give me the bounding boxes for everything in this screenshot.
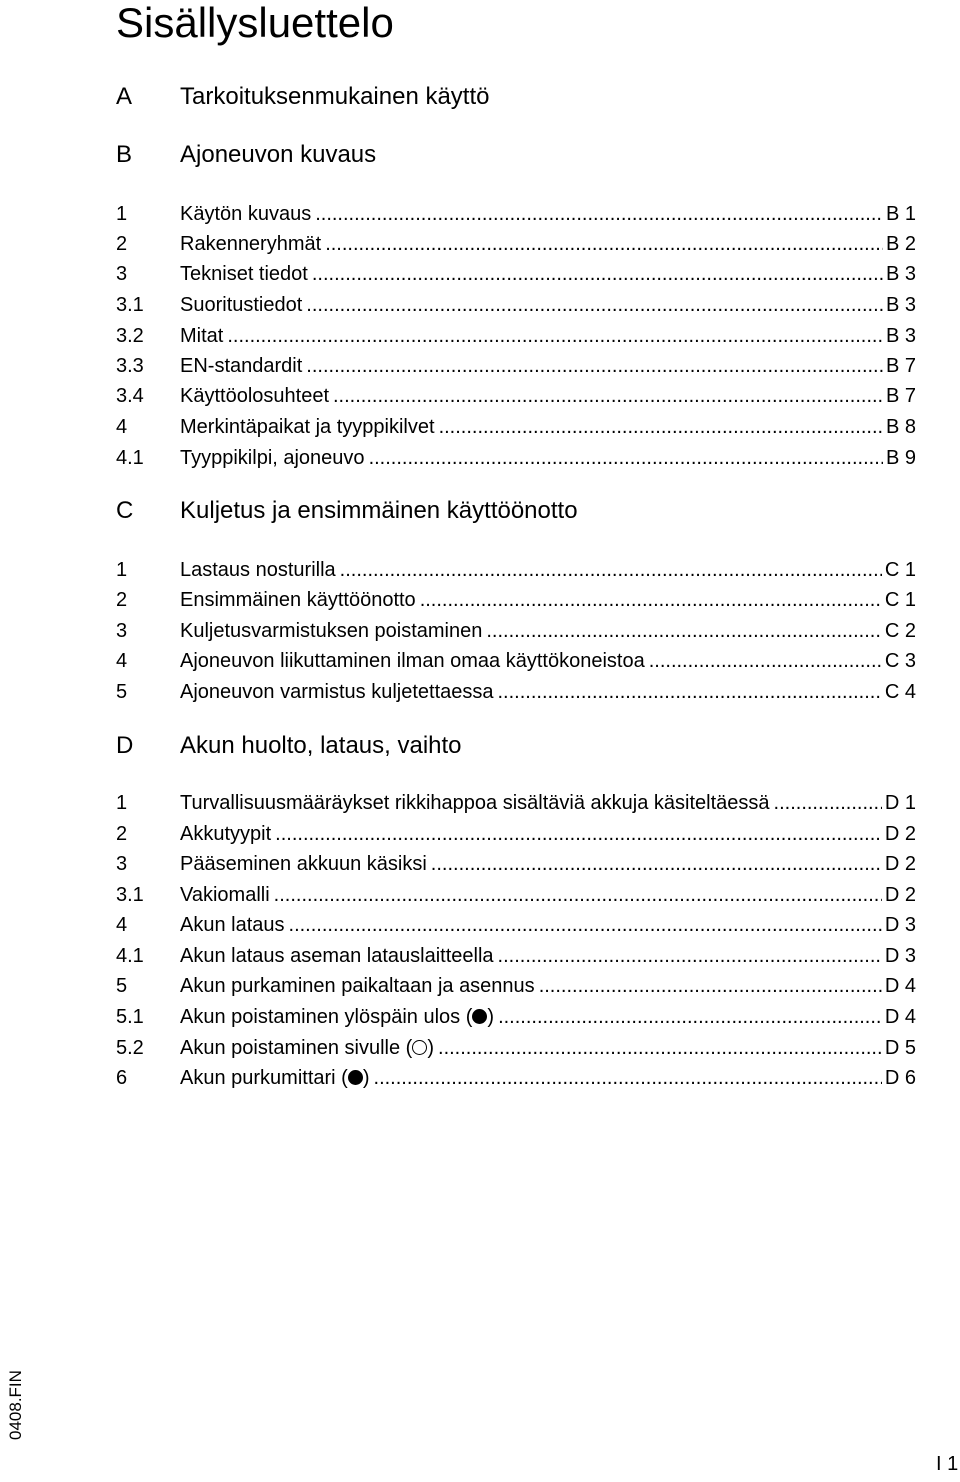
entry-number: 3 bbox=[116, 263, 128, 285]
toc-entry[interactable] bbox=[116, 1063, 916, 1093]
leader-dots bbox=[486, 616, 882, 646]
leader-dots bbox=[498, 1002, 882, 1032]
entry-title: Akun lataus aseman latauslaitteella bbox=[180, 945, 494, 967]
leader-dots bbox=[369, 443, 883, 473]
leader-dots bbox=[275, 819, 882, 849]
entry-number: 5.2 bbox=[116, 1037, 144, 1059]
toc-entry[interactable] bbox=[116, 259, 916, 289]
entry-page: D 2 bbox=[884, 823, 916, 845]
leader-dots bbox=[306, 290, 883, 320]
open-circle-icon bbox=[412, 1040, 427, 1055]
leader-dots bbox=[438, 1033, 882, 1063]
leader-dots bbox=[498, 941, 882, 971]
section-heading-b[interactable] bbox=[116, 138, 916, 172]
entry-number: 5.1 bbox=[116, 1006, 144, 1028]
page-number: I 1 bbox=[936, 1453, 959, 1475]
leader-dots bbox=[227, 321, 883, 351]
toc-entry[interactable] bbox=[116, 646, 916, 676]
document-code: 0408.FIN bbox=[6, 1370, 25, 1440]
toc-entry[interactable] bbox=[116, 229, 916, 259]
leader-dots bbox=[325, 229, 883, 259]
entry-page: B 3 bbox=[885, 325, 916, 347]
leader-dots bbox=[374, 1063, 882, 1093]
filled-circle-icon bbox=[472, 1009, 487, 1024]
entry-title bbox=[180, 1063, 374, 1093]
entry-page: C 4 bbox=[884, 681, 916, 703]
toc-entry[interactable] bbox=[116, 351, 916, 381]
entry-number: 3.1 bbox=[116, 884, 144, 906]
entry-number: 5 bbox=[116, 681, 128, 703]
entry-title: Käytön kuvaus bbox=[180, 203, 312, 225]
entry-number: 2 bbox=[116, 589, 128, 611]
entry-number: 4 bbox=[116, 416, 128, 438]
toc-entry[interactable] bbox=[116, 199, 916, 229]
entry-number: 5 bbox=[116, 975, 128, 997]
entry-title: Käyttöolosuhteet bbox=[180, 385, 329, 407]
entry-number: 3.1 bbox=[116, 294, 144, 316]
entry-title: Rakenneryhmät bbox=[180, 233, 322, 255]
toc-entry[interactable] bbox=[116, 941, 916, 971]
toc-entry[interactable] bbox=[116, 849, 916, 879]
entry-title-text: Akun purkumittari ( bbox=[180, 1067, 348, 1089]
entry-page: D 4 bbox=[884, 1006, 916, 1028]
entry-title-suffix: ) bbox=[487, 1006, 495, 1028]
toc-entry[interactable] bbox=[116, 321, 916, 351]
leader-dots bbox=[649, 646, 882, 676]
entry-page: D 3 bbox=[884, 914, 916, 936]
entry-page: B 2 bbox=[885, 233, 916, 255]
entry-title-suffix: ) bbox=[362, 1067, 370, 1089]
entry-page: D 1 bbox=[884, 792, 916, 814]
section-letter: A bbox=[116, 83, 133, 110]
entry-number: 3 bbox=[116, 853, 128, 875]
entry-title: Ajoneuvon liikuttaminen ilman omaa käyttökoneistoa bbox=[180, 650, 645, 672]
toc-entry[interactable] bbox=[116, 412, 916, 442]
entry-page: B 7 bbox=[885, 385, 916, 407]
entry-title: Akun lataus bbox=[180, 914, 285, 936]
entry-number: 1 bbox=[116, 203, 128, 225]
toc-entry[interactable] bbox=[116, 880, 916, 910]
entry-title: Akun purkaminen paikaltaan ja asennus bbox=[180, 975, 535, 997]
entry-page: D 4 bbox=[884, 975, 916, 997]
section-title: Akun huolto, lataus, vaihto bbox=[180, 732, 462, 759]
entry-page: B 8 bbox=[885, 416, 916, 438]
toc-entry[interactable] bbox=[116, 1033, 916, 1063]
entry-number: 2 bbox=[116, 233, 128, 255]
entry-page: B 9 bbox=[885, 447, 916, 469]
entry-number: 1 bbox=[116, 792, 128, 814]
toc-entry[interactable] bbox=[116, 971, 916, 1001]
toc-entry[interactable] bbox=[116, 819, 916, 849]
section-heading-d[interactable] bbox=[116, 729, 916, 763]
entry-title: Akkutyypit bbox=[180, 823, 272, 845]
entry-title: Vakiomalli bbox=[180, 884, 270, 906]
entry-title: Mitat bbox=[180, 325, 224, 347]
entry-title: Tyyppikilpi, ajoneuvo bbox=[180, 447, 365, 469]
entry-number: 6 bbox=[116, 1067, 128, 1089]
section-title: Ajoneuvon kuvaus bbox=[180, 141, 377, 168]
entry-page: D 5 bbox=[884, 1037, 916, 1059]
entry-title: EN-standardit bbox=[180, 355, 303, 377]
entry-title: Ajoneuvon varmistus kuljetettaessa bbox=[180, 681, 494, 703]
section-title: Kuljetus ja ensimmäinen käyttöönotto bbox=[180, 497, 578, 524]
entry-page: B 3 bbox=[885, 294, 916, 316]
entry-page: D 2 bbox=[884, 853, 916, 875]
leader-dots bbox=[312, 259, 883, 289]
entry-page: B 3 bbox=[885, 263, 916, 285]
leader-dots bbox=[340, 555, 882, 585]
leader-dots bbox=[539, 971, 882, 1001]
leader-dots bbox=[289, 910, 882, 940]
entry-title: Turvallisuusmääräykset rikkihappoa sisältäviä akkuja käsiteltäessä bbox=[180, 792, 770, 814]
leader-dots bbox=[439, 412, 883, 442]
leader-dots bbox=[498, 677, 882, 707]
entry-page: C 2 bbox=[884, 620, 916, 642]
entry-page: B 7 bbox=[885, 355, 916, 377]
entry-number: 4.1 bbox=[116, 447, 144, 469]
section-title: Tarkoituksenmukainen käyttö bbox=[180, 83, 490, 110]
entry-page: D 6 bbox=[884, 1067, 916, 1089]
entry-number: 4 bbox=[116, 914, 128, 936]
toc-entry[interactable] bbox=[116, 677, 916, 707]
entry-number: 4.1 bbox=[116, 945, 144, 967]
entry-title: Lastaus nosturilla bbox=[180, 559, 336, 581]
leader-dots bbox=[306, 351, 883, 381]
entry-title: Merkintäpaikat ja tyyppikilvet bbox=[180, 416, 435, 438]
toc-entry[interactable] bbox=[116, 910, 916, 940]
section-letter: C bbox=[116, 497, 134, 524]
entry-page: C 3 bbox=[884, 650, 916, 672]
leader-dots bbox=[420, 585, 882, 615]
section-heading-a[interactable] bbox=[116, 80, 916, 114]
toc-entry[interactable] bbox=[116, 555, 916, 585]
entry-title: Pääseminen akkuun käsiksi bbox=[180, 853, 427, 875]
page-title: Sisällysluettelo bbox=[116, 0, 394, 46]
leader-dots bbox=[315, 199, 883, 229]
toc-entry[interactable] bbox=[116, 1002, 916, 1032]
entry-number: 2 bbox=[116, 823, 128, 845]
entry-number: 3.4 bbox=[116, 385, 144, 407]
entry-page: D 3 bbox=[884, 945, 916, 967]
toc-entry[interactable] bbox=[116, 290, 916, 320]
entry-page: C 1 bbox=[884, 589, 916, 611]
entry-number: 3.2 bbox=[116, 325, 144, 347]
section-letter: D bbox=[116, 732, 134, 759]
entry-number: 3.3 bbox=[116, 355, 144, 377]
toc-entry[interactable] bbox=[116, 788, 916, 818]
entry-number: 3 bbox=[116, 620, 128, 642]
entry-title bbox=[180, 1002, 498, 1032]
leader-dots bbox=[431, 849, 882, 879]
filled-circle-icon bbox=[348, 1070, 363, 1085]
entry-number: 1 bbox=[116, 559, 128, 581]
entry-page: B 1 bbox=[885, 203, 916, 225]
entry-title-text: Akun poistaminen sivulle ( bbox=[180, 1037, 413, 1059]
toc-entry[interactable] bbox=[116, 616, 916, 646]
entry-title: Tekniset tiedot bbox=[180, 263, 308, 285]
entry-title bbox=[180, 1033, 438, 1063]
toc-entry[interactable] bbox=[116, 585, 916, 615]
section-heading-c[interactable] bbox=[116, 494, 916, 528]
entry-number: 4 bbox=[116, 650, 128, 672]
toc-entry[interactable] bbox=[116, 443, 916, 473]
entry-title: Ensimmäinen käyttöönotto bbox=[180, 589, 416, 611]
entry-page: C 1 bbox=[884, 559, 916, 581]
entry-title-text: Akun poistaminen ylöspäin ulos ( bbox=[180, 1006, 473, 1028]
leader-dots bbox=[333, 381, 883, 411]
toc-entry[interactable] bbox=[116, 381, 916, 411]
section-letter: B bbox=[116, 141, 133, 168]
entry-title: Kuljetusvarmistuksen poistaminen bbox=[180, 620, 483, 642]
entry-title-suffix: ) bbox=[427, 1037, 435, 1059]
entry-page: D 2 bbox=[884, 884, 916, 906]
leader-dots bbox=[774, 788, 882, 818]
entry-title: Suoritustiedot bbox=[180, 294, 303, 316]
leader-dots bbox=[274, 880, 882, 910]
